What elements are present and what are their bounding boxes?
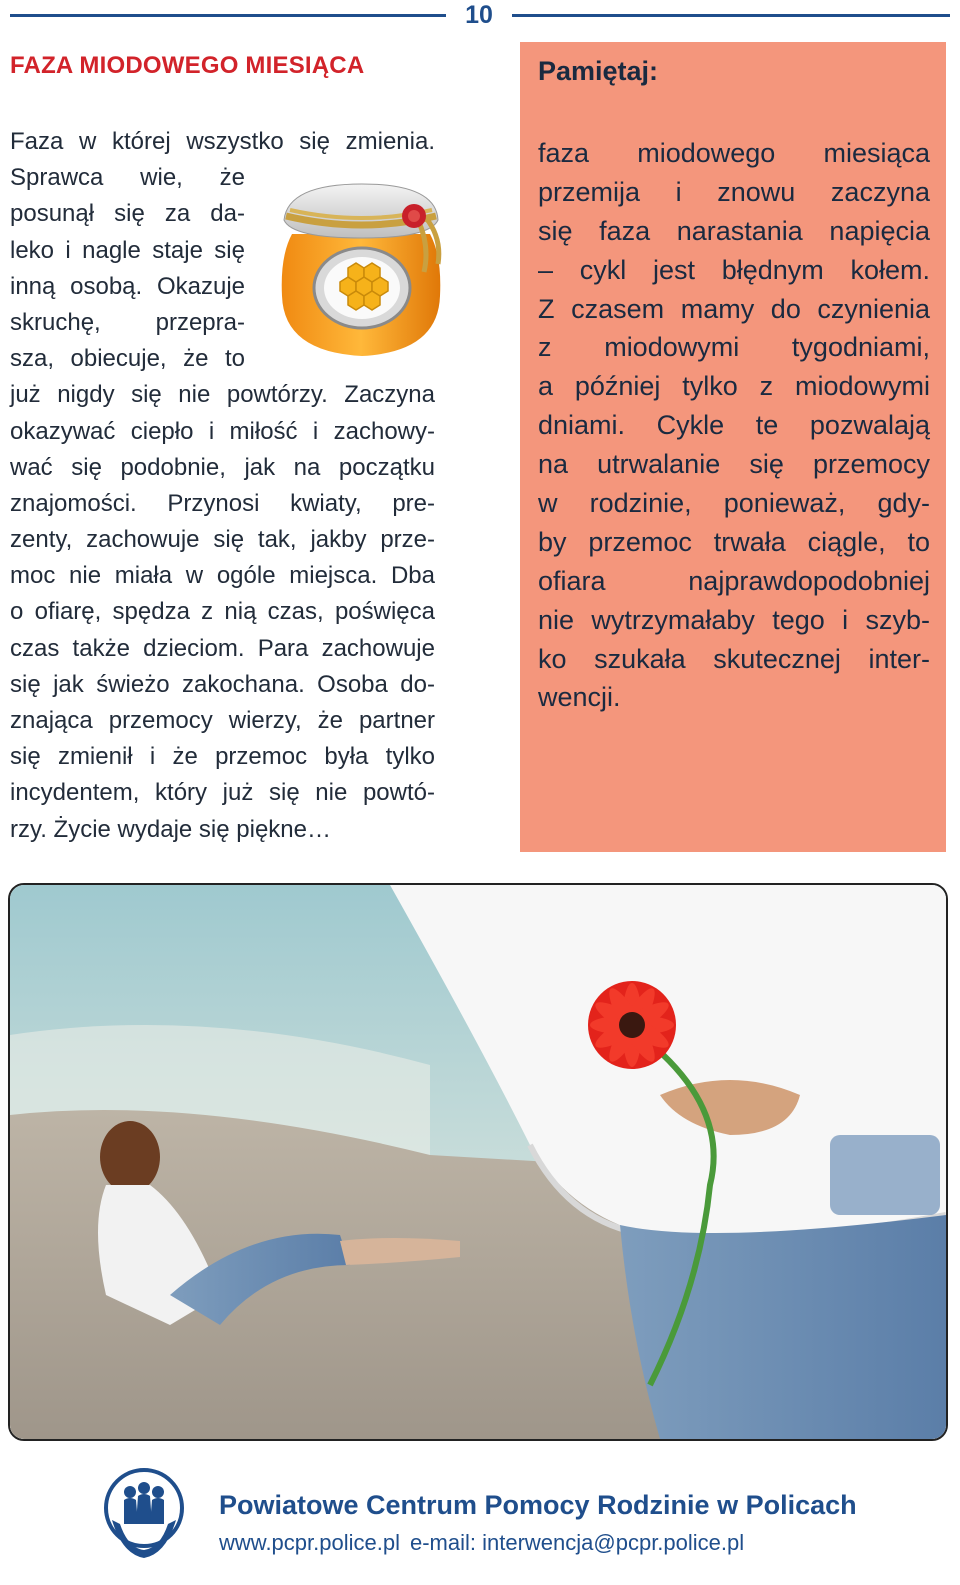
page-number: 10 — [465, 1, 493, 29]
body-line: już nigdy się nie powtórzy. Zaczyna — [10, 381, 435, 409]
body-line: się jak świeżo zakochana. Osoba do- — [10, 670, 435, 698]
body-line: zenty, zachowuje się tak, jakby prze- — [10, 526, 435, 554]
remember-box — [520, 42, 946, 852]
organization-name: Powiatowe Centrum Pomocy Rodzinie w Policach — [219, 1490, 857, 1520]
remember-line: Z czasem mamy do czynienia — [538, 293, 930, 324]
body-line: Sprawca wie, że — [10, 164, 245, 192]
remember-text — [538, 134, 930, 717]
remember-line: z miodowymi tygodniami, — [538, 332, 930, 363]
honey-jar-illustration — [270, 176, 452, 366]
website-link[interactable]: www.pcpr.police.pl — [219, 1530, 400, 1555]
remember-line: by przemoc trwała ciągle, to — [538, 526, 930, 557]
remember-line: faza miodowego miesiąca — [538, 138, 930, 168]
remember-line: – cykl jest błędnym kołem. — [538, 254, 930, 285]
body-line: inną osobą. Okazuje — [10, 272, 245, 300]
body-line: Faza w której wszystko się zmienia. — [10, 128, 435, 155]
body-line: okazywać ciepło i miłość i zachowy- — [10, 417, 435, 445]
remember-line: ko szukała skutecznej inter- — [538, 643, 930, 674]
body-line: znajomości. Przynosi kwiaty, pre- — [10, 489, 435, 517]
remember-line: nie wytrzymałaby tego i szyb- — [538, 604, 930, 635]
remember-line: wencji. — [538, 682, 621, 713]
remember-line: a później tylko z miodowymi — [538, 371, 930, 402]
remember-line: ofiara najprawdopodobniej — [538, 565, 930, 596]
pcpr-logo — [102, 1468, 186, 1560]
body-line: czas także dzieciom. Para zachowuje — [10, 634, 435, 662]
email-link[interactable]: e-mail: interwencja@pcpr.police.pl — [409, 1530, 745, 1555]
remember-line: przemija i znowu zaczyna — [538, 176, 930, 207]
body-line: moc nie miała w ogóle miejsca. Dba — [10, 562, 435, 590]
body-line: rzy. Życie wydaje się piękne… — [10, 815, 331, 843]
body-line: wać się podobnie, jak na początku — [10, 453, 435, 481]
remember-line: się faza narastania napięcia — [538, 215, 930, 246]
body-line: się zmienił i że przemoc była tylko — [10, 743, 435, 771]
contact-info — [219, 1530, 754, 1556]
remember-line: dniami. Cykle te pozwalają — [538, 410, 930, 441]
header-rule-left — [10, 14, 446, 17]
body-line: posunął się za da- — [10, 200, 245, 228]
remember-title: Pamiętaj: — [538, 56, 659, 86]
body-line: o ofiarę, spędza z nią czas, poświęca — [10, 598, 435, 626]
beach-couple-photo — [8, 883, 948, 1441]
body-line: sza, obiecuje, że to — [10, 345, 245, 373]
body-line: znająca przemocy wierzy, że partner — [10, 707, 435, 734]
remember-line: na utrwalanie się przemocy — [538, 449, 930, 480]
remember-line: w rodzinie, ponieważ, gdy- — [538, 488, 930, 519]
body-line: leko i nagle staje się — [10, 236, 245, 264]
header-rule-right — [512, 14, 950, 17]
body-line: skruchę, przepra- — [10, 308, 245, 336]
body-line: incydentem, który już się nie powtó- — [10, 779, 435, 807]
section-title: FAZA MIODOWEGO MIESIĄCA — [10, 52, 365, 79]
